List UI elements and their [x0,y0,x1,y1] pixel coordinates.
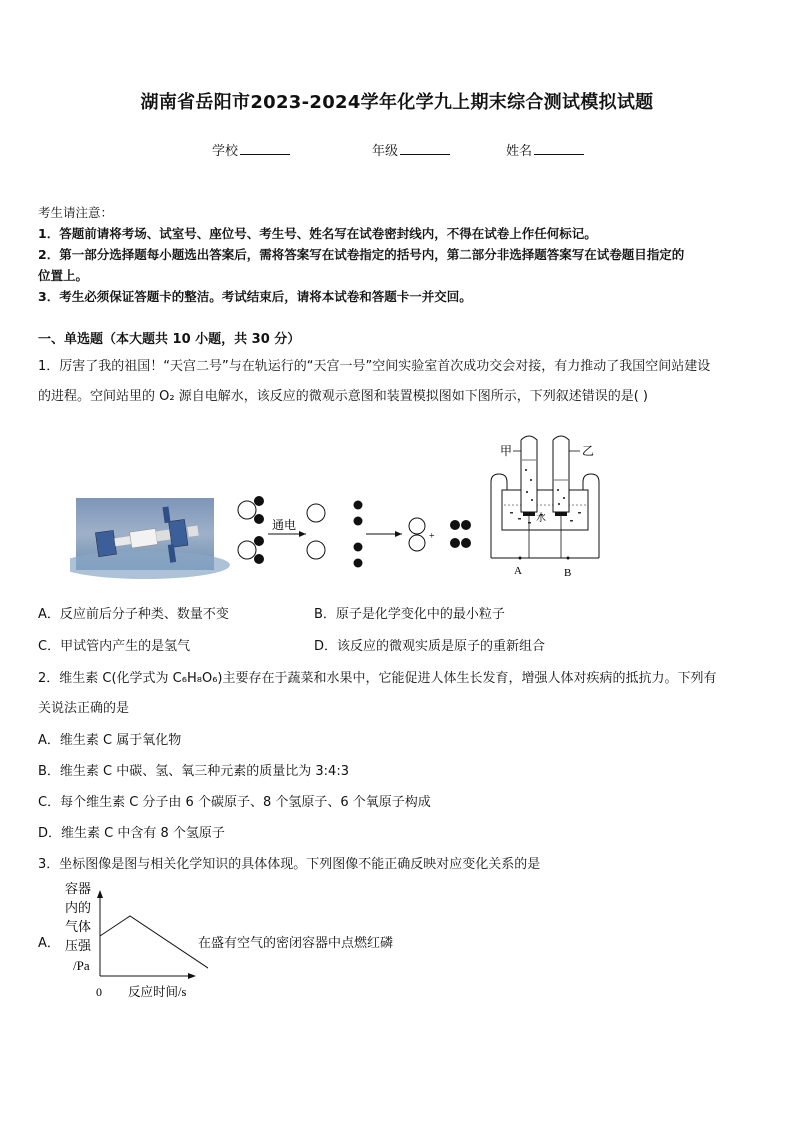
notice-item-2-cont: 位置上。 [38,268,89,283]
notice-item-2: 2．第一部分选择题每小题选出答案后，需将答案写在试卷指定的括号内，第二部分非选择题答案写在试卷题目指定的 [38,247,685,262]
plus-sign: + [429,531,435,542]
name-blank [534,142,584,155]
y-label-line-1: 容器 [65,881,92,896]
y-label-line-3: 气体 [65,919,92,934]
q1-option-c[interactable]: C．甲试管内产生的是氢气 [38,639,191,654]
q3-line1: 3．坐标图像是图与相关化学知识的具体体现。下列图像不能正确反映对应变化关系的是 [38,857,541,872]
water-molecule-top [238,496,264,524]
q1-line2: 的进程。空间站里的 O₂ 源自电解水，该反应的微观示意图和装置模拟图如下图所示，下列叙述错误的是( ) [38,389,648,404]
notice-heading: 考生请注意： [38,205,114,220]
q3-option-a-label[interactable]: A． [38,936,60,951]
water-molecule-bottom [238,536,264,564]
notice-item-3: 3．考生必须保证答题卡的整洁。考试结束后，请将本试卷和答题卡一并交回。 [38,289,472,304]
name-field [506,140,584,159]
tube-label-jia: 甲 [500,444,513,458]
tube-label-yi: 乙 [582,444,595,458]
space-station-image [70,498,230,579]
water-label: 水 [536,513,546,524]
q3-option-a-text: 在盛有空气的密闭容器中点燃红磷 [198,936,394,951]
oxygen-molecule [409,518,425,551]
y-label-line-2: 内的 [65,900,92,915]
q2-option-a[interactable]: A．维生素 C 属于氧化物 [38,733,182,748]
q1-option-b[interactable]: B．原子是化学变化中的最小粒子 [314,607,505,622]
y-label-line-5: /Pa [73,958,90,973]
q1-option-a[interactable]: A．反应前后分子种类、数量不变 [38,607,229,622]
grade-label: 年级 [372,144,399,159]
electrode-b: B [564,567,572,579]
notice-item-1: 1．答题前请将考场、试室号、座位号、考生号、姓名写在试卷密封线内，不得在试卷上作任何标记。 [38,226,597,241]
name-label: 姓名 [506,144,533,159]
q1-diagram [70,430,610,580]
q2-option-c[interactable]: C．每个维生素 C 分子由 6 个碳原子、8 个氢原子、6 个氧原子构成 [38,795,431,810]
grade-blank [400,142,450,155]
separated-oxygen-atoms [307,504,325,559]
q2-option-b[interactable]: B．维生素 C 中碳、氢、氧三种元素的质量比为 3:4:3 [38,764,349,779]
q3-graph [58,878,208,1008]
school-field [212,140,290,159]
arrow-label: 通电 [272,518,297,532]
q1-option-d[interactable]: D．该反应的微观实质是原子的重新组合 [314,639,546,654]
pressure-curve [100,916,208,976]
section-heading: 一、单选题（本大题共 10 小题，共 30 分） [38,332,301,347]
y-label-line-4: 压强 [65,938,92,953]
origin-label: 0 [96,985,102,999]
school-blank [240,142,290,155]
page-title: 湖南省岳阳市2023-2024学年化学九上期末综合测试模拟试题 [140,92,654,113]
q2-line2: 关说法正确的是 [38,701,130,716]
x-axis-label: 反应时间/s [128,985,187,999]
q2-option-d[interactable]: D．维生素 C 中含有 8 个氢原子 [38,826,225,841]
electrode-a: A [514,565,522,577]
school-label: 学校 [212,144,239,159]
hydrogen-molecules [450,520,471,548]
q1-line1: 1．厉害了我的祖国！“天宫二号”与在轨运行的“天宫一号”空间实验室首次成功交会对接，有力推动了我国空间站建设 [38,359,711,374]
electrolysis-apparatus [491,436,599,579]
grade-field [372,140,450,159]
separated-hydrogen-atoms [354,501,363,568]
q2-line1: 2．维生素 C(化学式为 C₆H₈O₆)主要存在于蔬菜和水果中，它能促进人体生长发育，增强人体对疾病的抵抗力。下列有 [38,671,717,686]
